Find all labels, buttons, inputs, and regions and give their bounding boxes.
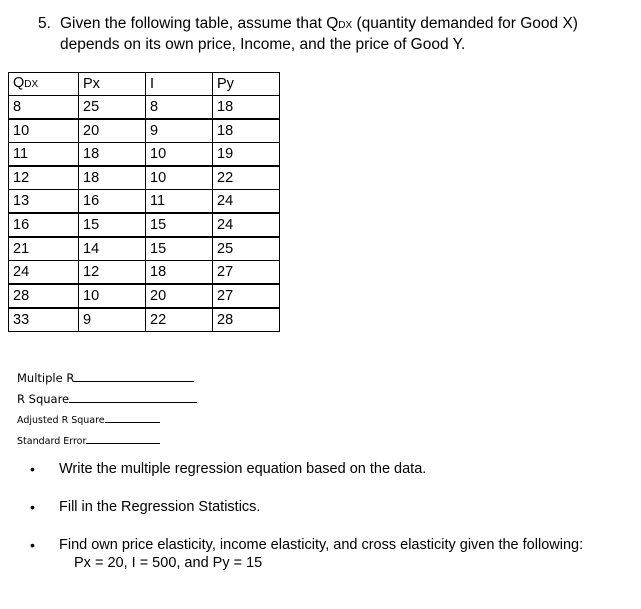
cell: 8 [146, 96, 213, 120]
qdx-subscript: DX [338, 20, 353, 31]
cell: 27 [213, 261, 280, 285]
table-row [9, 237, 280, 261]
cell: 19 [213, 143, 280, 167]
cell: 8 [9, 96, 79, 120]
cell: 28 [213, 308, 280, 332]
cell: 10 [9, 119, 79, 143]
adjusted-r-square-label: Adjusted R Square [17, 415, 105, 426]
table-row [9, 261, 280, 285]
list-item-text: Write the multiple regression equation based on the data. [59, 461, 427, 477]
header-qdx: QDX [9, 73, 79, 96]
bullet-marker: • [30, 537, 35, 553]
cell: 25 [213, 237, 280, 261]
table-row [9, 190, 280, 214]
cell: 18 [213, 96, 280, 120]
table-row [9, 119, 280, 143]
cell: 20 [79, 119, 146, 143]
cell: 25 [79, 96, 146, 120]
cell: 11 [146, 190, 213, 214]
cell: 21 [9, 237, 79, 261]
cell: 24 [213, 213, 280, 237]
data-table [8, 72, 280, 332]
cell: 9 [79, 308, 146, 332]
cell: 10 [146, 143, 213, 167]
list-item-text: Find own price elasticity, income elasticity, and cross elasticity given the following: Px = 20, I = 500, and Py = 15 [59, 537, 584, 571]
cell: 28 [9, 284, 79, 308]
list-item-text: Fill in the Regression Statistics. [59, 499, 261, 515]
cell: 10 [79, 284, 146, 308]
table-row [9, 284, 280, 308]
standard-error-row [17, 431, 197, 452]
cell: 10 [146, 166, 213, 190]
cell: 24 [9, 261, 79, 285]
cell: 15 [79, 213, 146, 237]
question-line-2: depends on its own price, Income, and the price of Good Y. [60, 36, 466, 53]
table-row [9, 213, 280, 237]
cell: 18 [79, 166, 146, 190]
cell: 22 [146, 308, 213, 332]
header-py: Py [213, 73, 280, 96]
table-row [9, 308, 280, 332]
bullet-marker: • [30, 461, 35, 477]
table-row [9, 166, 280, 190]
question-text [60, 14, 635, 54]
table-row [9, 143, 280, 167]
cell: 15 [146, 237, 213, 261]
regression-statistics [17, 368, 197, 452]
cell: 9 [146, 119, 213, 143]
standard-error-label: Standard Error [17, 436, 87, 447]
r-square-blank [69, 401, 197, 403]
cell: 14 [79, 237, 146, 261]
cell: 12 [9, 166, 79, 190]
question-line-1: Given the following table, assume that QDX (quantity demanded for Good X) [60, 15, 578, 32]
cell: 11 [9, 143, 79, 167]
cell: 24 [213, 190, 280, 214]
cell: 16 [79, 190, 146, 214]
cell: 22 [213, 166, 280, 190]
cell: 18 [213, 119, 280, 143]
header-i: I [146, 73, 213, 96]
multiple-r-blank [74, 380, 194, 382]
r-square-row [17, 389, 197, 410]
question-number: 5. [38, 15, 51, 32]
table-header-row [9, 73, 280, 96]
bullet-marker: • [30, 499, 35, 515]
cell: 18 [146, 261, 213, 285]
cell: 20 [146, 284, 213, 308]
table-row [9, 96, 280, 120]
multiple-r-label: Multiple R [17, 371, 75, 385]
cell: 18 [79, 143, 146, 167]
standard-error-blank [86, 442, 160, 444]
cell: 12 [79, 261, 146, 285]
adjusted-r-square-row [17, 410, 197, 431]
adjusted-r-square-blank [105, 421, 160, 423]
cell: 27 [213, 284, 280, 308]
cell: 15 [146, 213, 213, 237]
multiple-r-row [17, 368, 197, 389]
cell: 16 [9, 213, 79, 237]
cell: 33 [9, 308, 79, 332]
cell: 13 [9, 190, 79, 214]
r-square-label: R Square [17, 392, 70, 406]
header-px: Px [79, 73, 146, 96]
